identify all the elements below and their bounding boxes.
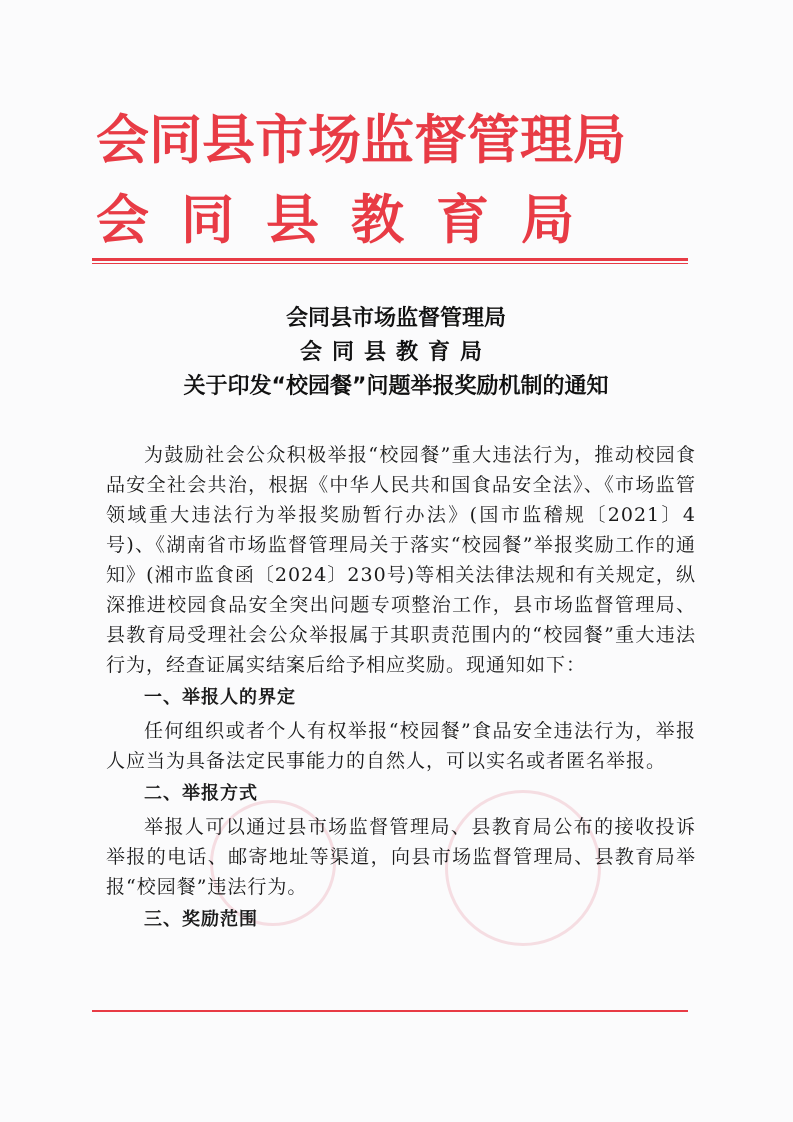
footer-red-rule: [92, 1010, 688, 1012]
document-title: [88, 302, 704, 404]
section-1-heading: 一、举报人的界定: [144, 687, 296, 708]
letterhead-issuer-1: 会同县市场监督管理局: [96, 109, 626, 171]
title-line-2: 会同县教育局: [299, 340, 492, 365]
section-2-heading: 二、举报方式: [144, 783, 258, 804]
letterhead-issuer-2: 会同县教育局: [96, 189, 606, 251]
intro-paragraph: 为鼓励社会公众积极举报“校园餐”重大违法行为，推动校园食品安全社会共治，根据《中华人民共和国食品安全法》、《市场监管领域重大违法行为举报奖励暂行办法》(国市监稽规〔2021〕4号)、《湖南省市场监督管理局关于落实“校园餐”举报奖励工作的通知》(湘市监食函〔2024〕230号)等相关法律法规和有关规定，纵深推进校园食品安全突出问题专项整治工作，县市场监督管理局、县教育局受理社会公众举报属于其职责范围内的“校园餐”重大违法行为，经查证属实结案后给予相应奖励。现通知如下：: [106, 444, 696, 676]
section-2-paragraph: 举报人可以通过县市场监督管理局、县教育局公布的接收投诉举报的电话、邮寄地址等渠道，向县市场监督管理局、县教育局举报“校园餐”违法行为。: [106, 816, 696, 898]
section-1-paragraph: 任何组织或者个人有权举报“校园餐”食品安全违法行为，举报人应当为具备法定民事能力的自然人，可以实名或者匿名举报。: [106, 720, 696, 772]
title-line-1: 会同县市场监督管理局: [285, 306, 506, 331]
letterhead-red-rule: [92, 258, 688, 261]
document-body: [106, 440, 696, 938]
title-line-3: 关于印发“校园餐”问题举报奖励机制的通知: [183, 374, 609, 399]
letterhead-red-rule-thin: [92, 263, 688, 264]
section-3-heading: 三、奖励范围: [144, 909, 258, 930]
